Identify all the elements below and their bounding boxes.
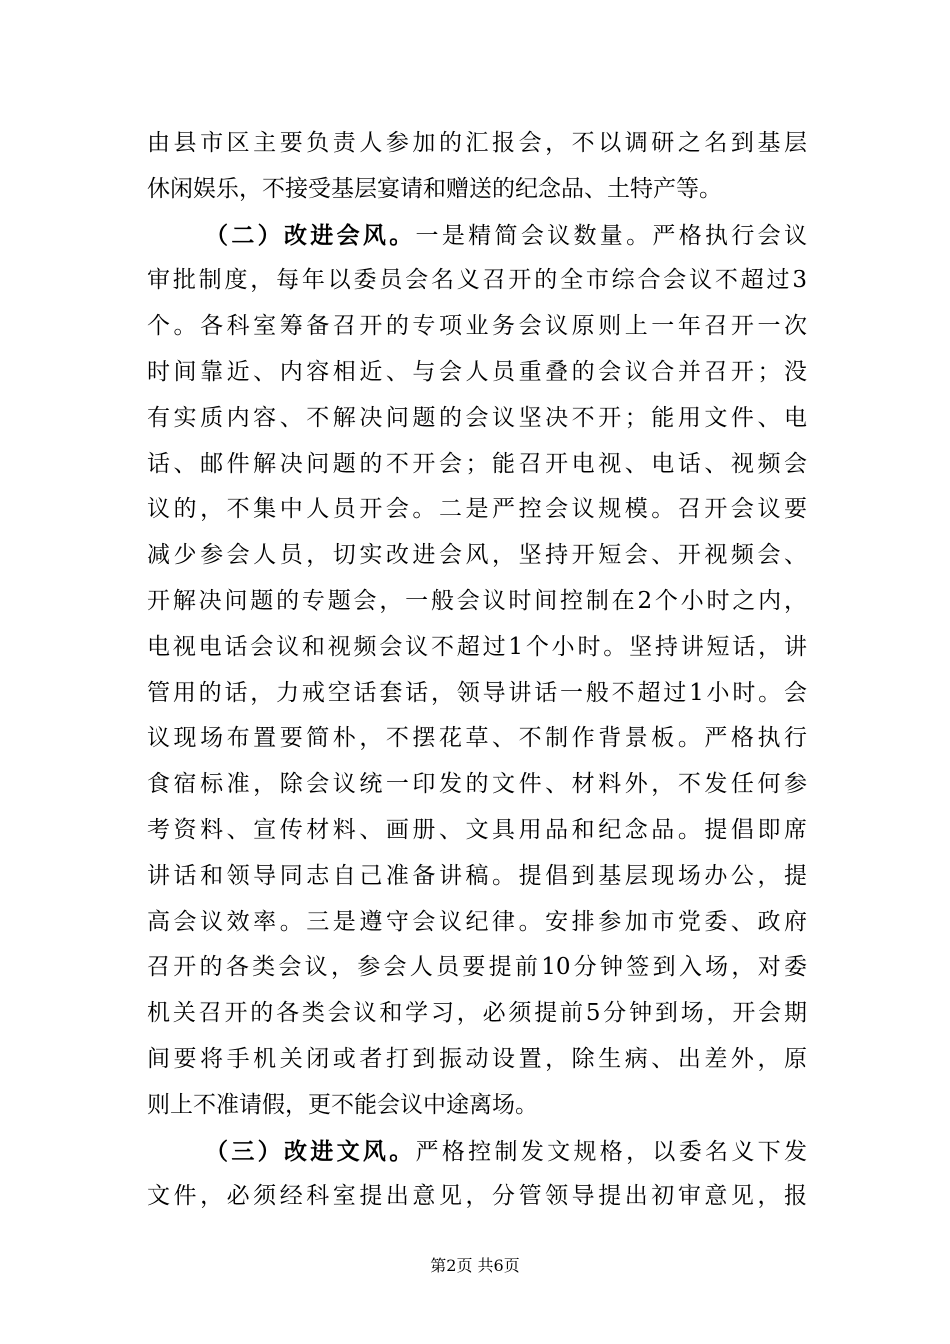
text-line: 考资料、宣传材料、画册、文具用品和纪念品。提倡即席 <box>147 816 807 843</box>
text-line: 召开的各类会议，参会人员要提前10分钟签到入场，对委 <box>147 954 807 981</box>
text-line: 审批制度，每年以委员会名义召开的全市综合会议不超过3 <box>147 267 807 294</box>
text-line: 则上不准请假，更不能会议中途离场。 <box>147 1091 538 1118</box>
text-line: 有实质内容、不解决问题的会议坚决不开；能用文件、电 <box>147 404 807 431</box>
paragraph-section-2-first-line <box>147 213 807 259</box>
text-line: 文件，必须经科室提出意见，分管领导提出初审意见，报 <box>147 1183 807 1210</box>
text-line-fragment: 一是精简会议数量。严格执行会议 <box>415 222 808 249</box>
text-line: 休闲娱乐，不接受基层宴请和赠送的纪念品、土特产等。 <box>147 175 722 202</box>
section-heading-2: （二）改进会风。 <box>205 221 416 249</box>
section-heading-3: （三）改进文风。 <box>205 1137 416 1165</box>
text-line-fragment: 严格控制发文规格，以委名义下发 <box>415 1138 808 1165</box>
text-line: 开解决问题的专题会，一般会议时间控制在2个小时之内， <box>147 587 807 614</box>
text-line: 话、邮件解决问题的不开会；能召开电视、电话、视频会 <box>147 450 807 477</box>
text-line: 个。各科室筹备召开的专项业务会议原则上一年召开一次 <box>147 313 807 340</box>
text-line: 管用的话，力戒空话套话，领导讲话一般不超过1小时。会 <box>147 679 807 706</box>
text-line: 由县市区主要负责人参加的汇报会，不以调研之名到基层 <box>147 130 807 156</box>
page-number-footer: 第2页 共6页 <box>430 1256 520 1275</box>
text-line: 减少参会人员，切实改进会风，坚持开短会、开视频会、 <box>147 542 807 569</box>
text-line: 议现场布置要简朴，不摆花草、不制作背景板。严格执行 <box>147 725 807 752</box>
text-line: 机关召开的各类会议和学习，必须提前5分钟到场，开会期 <box>147 1000 807 1027</box>
text-line: 电视电话会议和视频会议不超过1个小时。坚持讲短话，讲 <box>147 633 807 660</box>
text-line: 高会议效率。三是遵守会议纪律。安排参加市党委、政府 <box>147 908 807 935</box>
paragraph-section-3-first-line <box>147 1129 807 1175</box>
text-line: 讲话和领导同志自己准备讲稿。提倡到基层现场办公，提 <box>147 862 807 889</box>
body-text <box>147 121 807 1220</box>
text-line: 间要将手机关闭或者打到振动设置，除生病、出差外，原 <box>147 1045 807 1072</box>
text-line: 食宿标准，除会议统一印发的文件、材料外，不发任何参 <box>147 771 807 798</box>
text-line: 时间靠近、内容相近、与会人员重叠的会议合并召开；没 <box>147 358 807 385</box>
text-line: 议的，不集中人员开会。二是严控会议规模。召开会议要 <box>147 496 807 523</box>
